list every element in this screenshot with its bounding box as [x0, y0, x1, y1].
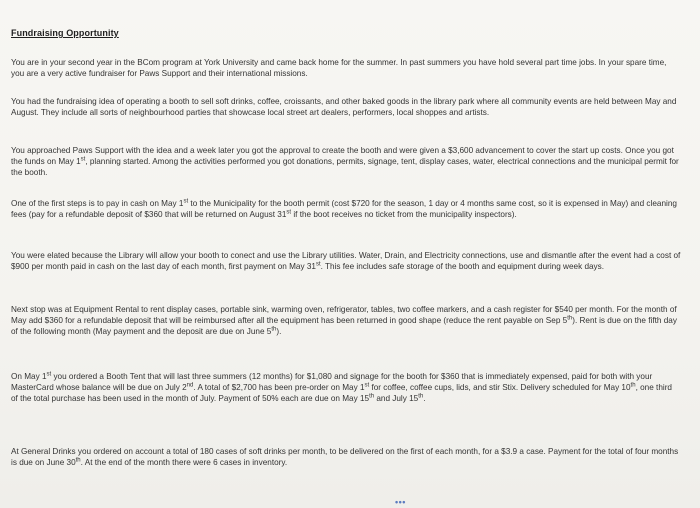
- paragraph-text: You were elated because the Library will allow your booth to conect and use the Library utilities. Water, Drain, and Electricity connections, use and dismantle after the event had a cost of $900 per month paid in cash on the last day of each month, first payment on May 31: [11, 251, 681, 271]
- paragraph-permit: [11, 198, 681, 220]
- paragraph-text: On May 1: [11, 372, 47, 381]
- ordinal-suffix: th: [271, 326, 277, 333]
- paragraph-approval: [11, 145, 681, 178]
- paragraph-text: , one third of the total purchase has been used in the month of July. Payment of 50% each are due on May 15: [11, 383, 672, 403]
- ordinal-suffix: th: [630, 382, 636, 389]
- ordinal-suffix: st: [286, 209, 292, 216]
- paragraph-text: . At the end of the month there were 6 cases in inventory.: [80, 458, 288, 467]
- paragraph-text: and July 15: [374, 394, 419, 403]
- more-content-indicator[interactable]: •••: [395, 497, 406, 507]
- paragraph-text: to the Municipality for the booth permit (cost $720 for the season, 1 day or 4 months same cost, so it is expensed in May) and cleaning fees (pay for a refundable deposit of $360 that will be returned on August 31: [11, 199, 677, 219]
- paragraph-text: Next stop was at Equipment Rental to rent display cases, portable sink, warming oven, refrigerator, tables, two coffee markers, and a cash register for $540 per month. For the month of May add $360 for a refundable deposit that will be reimbursed after all the equipment has been returned in good shape (reduce the rent payable on Sep 5: [11, 305, 677, 325]
- paragraph-text: You approached Paws Support with the idea and a week later you got the approval to create the booth and were given a $3,600 advancement to cover the start up costs. Once you got the funds on May 1: [11, 146, 674, 166]
- paragraph-text: You are in your second year in the BCom program at York University and came back home for the summer. In past summers you have hold several part time jobs. In your spare time, you are a very active fundraiser for Paws Support and their international missions.: [11, 58, 667, 78]
- ordinal-suffix: st: [364, 382, 370, 389]
- paragraph-text: One of the first steps is to pay in cash on May 1: [11, 199, 184, 208]
- paragraph-equipment-rental: [11, 304, 681, 337]
- paragraph-text: ).: [276, 327, 282, 336]
- ordinal-suffix: st: [80, 156, 86, 163]
- paragraph-text: At General Drinks you ordered on account a total of 180 cases of soft drinks per month, to be delivered on the first of each month, for a $3.9 a case. Payment for the total of four months is due on June 30: [11, 447, 679, 467]
- ordinal-suffix: th: [567, 315, 573, 322]
- paragraph-text: if the boot receives no ticket from the municipality inspectors).: [291, 210, 517, 219]
- paragraph-text: ). Rent is due on the fifth day of the following month (May payment and the deposit are due on June 5: [11, 316, 677, 336]
- document-title: Fundraising Opportunity: [11, 28, 119, 38]
- paragraph-text: . A total of $2,700 has been pre-order on May 1: [193, 383, 365, 392]
- ordinal-suffix: th: [369, 393, 375, 400]
- ordinal-suffix: th: [75, 457, 81, 464]
- paragraph-text: You had the fundraising idea of operating a booth to sell soft drinks, coffee, croissants, and other baked goods in the library park where all community events are held between May and August. They include all sorts of neighbourhood parties that showcase local street art dealers, performers, local shoppes and artists.: [11, 97, 677, 117]
- paragraph-booth-idea: [11, 96, 681, 118]
- paragraph-text: for coffee, coffee cups, lids, and stir Stix. Delivery scheduled for May 10: [369, 383, 631, 392]
- paragraph-tent-and-supplies: [11, 371, 681, 404]
- paragraph-general-drinks: [11, 446, 681, 468]
- paragraph-text: , planning started. Among the activities performed you got donations, permits, signage, tent, display cases, water, electrical connections and the municipal permit for the booth.: [11, 157, 679, 177]
- paragraph-text: . This fee includes safe storage of the booth and equipment during week days.: [320, 262, 605, 271]
- paragraph-text: .: [423, 394, 426, 403]
- paragraph-utilities: [11, 250, 681, 272]
- ordinal-suffix: nd: [186, 382, 194, 389]
- paragraph-text: you ordered a Booth Tent that will last three summers (12 months) for $1,080 and signage for the booth for $360 that is immediately expensed, paid for both with your MasterCard whose balance will be due on July 2: [11, 372, 653, 392]
- ordinal-suffix: st: [183, 198, 189, 205]
- ordinal-suffix: st: [315, 261, 321, 268]
- paragraph-intro: [11, 57, 681, 79]
- ordinal-suffix: st: [46, 371, 52, 378]
- ordinal-suffix: th: [418, 393, 424, 400]
